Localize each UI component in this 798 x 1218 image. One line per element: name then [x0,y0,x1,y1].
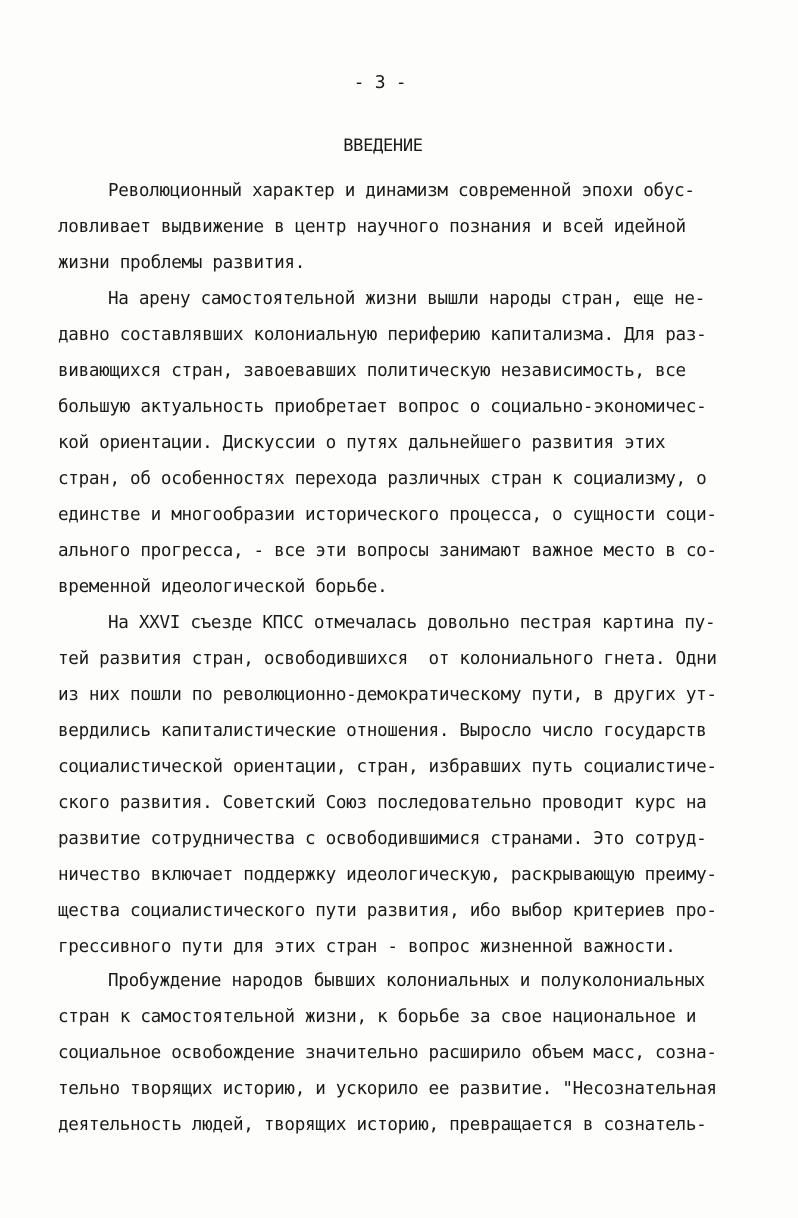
text-line: ального прогресса, - все эти вопросы занимают важное место в со- [58,541,717,561]
text-line: щества социалистического пути развития, ибо выбор критериев про- [58,901,717,921]
section-heading: ВВЕДЕНИЕ [343,136,423,156]
text-line: На арену самостоятельной жизни вышли народы стран, еще не- [108,289,705,309]
text-line: вердились капиталистические отношения. Выросло число государств [58,721,707,741]
text-line: тей развития стран, освободившихся от колониального гнета. Одни [58,649,717,669]
text-line: жизни проблемы развития. [58,253,306,273]
page-number: - 3 - [353,72,407,93]
text-line: Пробуждение народов бывших колониальных и полуколониальных [108,971,705,991]
text-line: социальное освобождение значительно расширило объем масс, созна- [58,1043,717,1063]
text-line: вивающихся стран, завоевавших политическую независимость, все [58,361,686,381]
text-line: грессивного пути для этих стран - вопрос жизненной важности. [58,937,676,957]
text-line: единстве и многообразии исторического процесса, о сущности соци- [58,505,717,525]
text-line: большую актуальность приобретает вопрос о социально-экономичес- [58,397,707,417]
text-line: социалистической ориентации, стран, избравших путь социалистиче- [58,757,717,777]
text-line: тельно творящих историю, и ускорило ее развитие. "Несознательная [58,1079,717,1099]
text-line: кой ориентации. Дискуссии о путях дальнейшего развития этих [58,433,666,453]
text-line: стран, об особенностях перехода различных стран к социализму, о [58,469,707,489]
text-line: ловливает выдвижение в центр научного познания и всей идейной [58,217,686,237]
text-line: деятельность людей, творящих историю, превращается в сознатель- [58,1115,707,1135]
text-line: давно составлявших колониальную периферию капитализма. Для раз- [58,325,707,345]
text-line: ского развития. Советский Союз последовательно проводит курс на [58,793,707,813]
text-line: стран к самостоятельной жизни, к борьбе за свое национальное и [58,1007,697,1027]
text-line: развитие сотрудничества с освободившимися странами. Это сотруд- [58,829,707,849]
text-line: из них пошли по революционно-демократическому пути, в других ут- [58,685,717,705]
text-line: На XXVI съезде КПСС отмечалась довольно пестрая картина пу- [108,613,716,633]
text-line: Революционный характер и динамизм современной эпохи обус- [108,181,695,201]
text-line: ничество включает поддержку идеологическую, раскрывающую преиму- [58,865,717,885]
text-line: временной идеологической борьбе. [58,577,388,597]
